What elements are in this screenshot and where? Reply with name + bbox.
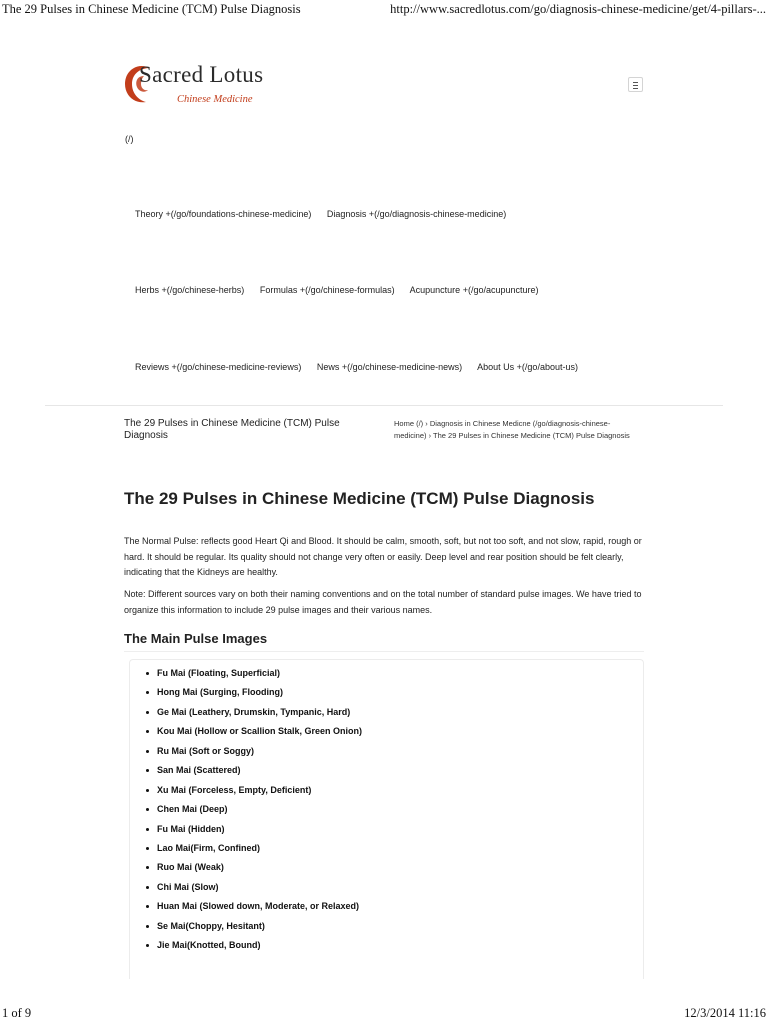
page-header-title: The 29 Pulses in Chinese Medicine (TCM) Pulse Diagnosis: [124, 418, 340, 441]
nav-herbs[interactable]: Herbs +(/go/chinese-herbs): [135, 285, 245, 295]
nav-row-1: [135, 209, 519, 219]
list-item: Huan Mai (Slowed down, Moderate, or Relaxed): [154, 901, 362, 920]
header-divider: [45, 405, 723, 406]
list-item: Chi Mai (Slow): [154, 882, 362, 901]
nav-reviews[interactable]: Reviews +(/go/chinese-medicine-reviews): [135, 362, 302, 372]
nav-formulas[interactable]: Formulas +(/go/chinese-formulas): [259, 285, 395, 295]
list-item: Xu Mai (Forceless, Empty, Deficient): [154, 785, 362, 804]
pulse-list: [154, 668, 362, 960]
nav-theory[interactable]: Theory +(/go/foundations-chinese-medicine): [135, 209, 312, 219]
nav-acupuncture[interactable]: Acupuncture +(/go/acupuncture): [409, 285, 539, 295]
menu-icon: [633, 82, 638, 83]
logo-subtitle: Chinese Medicine: [177, 94, 253, 105]
nav-diagnosis[interactable]: Diagnosis +(/go/diagnosis-chinese-medicine): [326, 209, 507, 219]
breadcrumb[interactable]: Home (/) › Diagnosis in Chinese Medicne (/go/diagnosis-chinese-medicine) › The 29 Pulses in Chinese Medicine (TCM) Pulse Diagnosis: [394, 419, 630, 440]
list-item: Chen Mai (Deep): [154, 804, 362, 823]
section-rule: [124, 651, 644, 652]
print-page-number: 1 of 9: [2, 1006, 32, 1020]
menu-icon-bar: [633, 85, 638, 86]
menu-icon-bar: [633, 88, 638, 89]
print-page-url: http://www.sacredlotus.com/go/diagnosis-chinese-medicine/get/4-pillars-...: [390, 2, 766, 16]
list-item: Ru Mai (Soft or Soggy): [154, 746, 362, 765]
print-page-title: The 29 Pulses in Chinese Medicine (TCM) Pulse Diagnosis: [2, 2, 301, 16]
nav-news[interactable]: News +(/go/chinese-medicine-news): [316, 362, 463, 372]
list-item: Jie Mai(Knotted, Bound): [154, 940, 362, 959]
list-item: Ruo Mai (Weak): [154, 862, 362, 881]
note-paragraph: Note: Different sources vary on both their naming conventions and on the total number of standard pulse images. We have tried to organize this information to include 29 pulse images and their various names.: [124, 589, 642, 615]
list-item: Lao Mai(Firm, Confined): [154, 843, 362, 862]
article-title: The 29 Pulses in Chinese Medicine (TCM) Pulse Diagnosis: [124, 489, 595, 508]
list-item: San Mai (Scattered): [154, 765, 362, 784]
list-item: Fu Mai (Hidden): [154, 824, 362, 843]
print-header: [0, 0, 768, 18]
print-datetime: 12/3/2014 11:16: [684, 1006, 766, 1020]
list-item: Hong Mai (Surging, Flooding): [154, 687, 362, 706]
menu-toggle-button[interactable]: [628, 77, 643, 92]
home-link[interactable]: (/): [125, 134, 134, 144]
logo-title: Sacred Lotus: [139, 62, 264, 87]
nav-row-3: [135, 362, 591, 372]
list-item: Se Mai(Choppy, Hesitant): [154, 921, 362, 940]
nav-about-us[interactable]: About Us +(/go/about-us): [477, 362, 578, 372]
normal-pulse-paragraph: The Normal Pulse: reflects good Heart Qi and Blood. It should be calm, smooth, soft, but not too soft, and not slow, rapid, rough or hard. It should be regular. Its quality should not change very often or easily. Deep level and rear position should be felt clearly, indicating that the Kidneys are healthy.: [124, 536, 642, 577]
list-item: Kou Mai (Hollow or Scallion Stalk, Green Onion): [154, 726, 362, 745]
list-item: Ge Mai (Leathery, Drumskin, Tympanic, Hard): [154, 707, 362, 726]
section-title: The Main Pulse Images: [124, 631, 268, 646]
nav-row-2: [135, 285, 552, 295]
print-footer: [0, 1004, 768, 1024]
list-item: Fu Mai (Floating, Superficial): [154, 668, 362, 687]
site-logo[interactable]: [122, 60, 262, 110]
